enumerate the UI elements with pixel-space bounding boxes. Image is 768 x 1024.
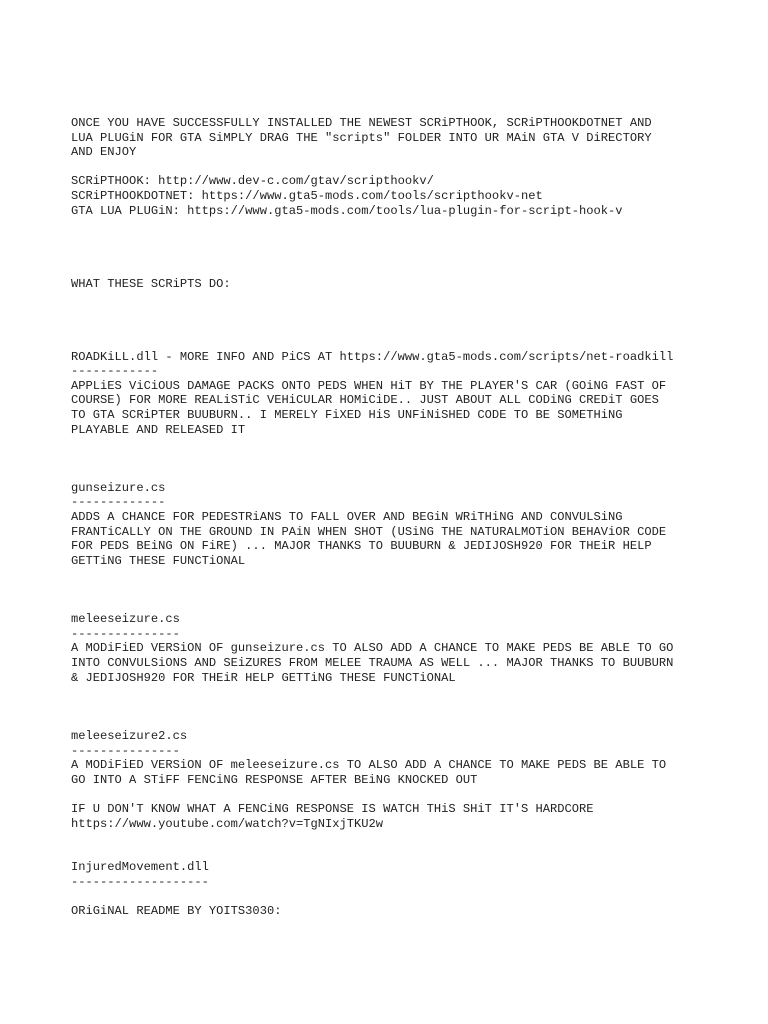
section-rule: --------------- <box>71 626 180 641</box>
text-line: INTO CONVULSiONS AND SEiZURES FROM MELEE TRAUMA AS WELL ... MAJOR THANKS TO BUUBURN <box>71 656 674 671</box>
text-line: & JEDIJOSH920 FOR THEiR HELP GETTiNG THESE FUNCTiONAL <box>71 670 456 685</box>
intro-paragraph <box>71 116 711 160</box>
lua-plugin-link-line: GTA LUA PLUGiN: https://www.gta5-mods.com/tools/lua-plugin-for-script-hook-v <box>71 203 623 218</box>
text-line: AND ENJOY <box>71 145 137 160</box>
what-scripts-do-heading: WHAT THESE SCRiPTS DO: <box>71 276 231 291</box>
section-title: meleeseizure.cs <box>71 612 180 627</box>
section-title: meleeseizure2.cs <box>71 729 188 744</box>
section-rule: ------------- <box>71 495 166 510</box>
injured-movement-section <box>71 860 711 918</box>
text-line: FOR PEDS BEiNG ON FiRE) ... MAJOR THANKS TO BUUBURN & JEDIJOSH920 FOR THEiR HELP <box>71 539 652 554</box>
section-rule: --------------- <box>71 743 180 758</box>
scripthookdotnet-link-line: SCRiPTHOOKDOTNET: https://www.gta5-mods.com/tools/scripthookv-net <box>71 188 543 203</box>
meleeseizure2-section <box>71 729 711 831</box>
text-line: ONCE YOU HAVE SUCCESSFULLY INSTALLED THE NEWEST SCRiPTHOOK, SCRiPTHOOKDOTNET AND <box>71 116 652 130</box>
scripthook-link-line: SCRiPTHOOK: http://www.dev-c.com/gtav/scripthookv/ <box>71 174 434 189</box>
text-line: COURSE) FOR MORE REALiSTiC VEHiCULAR HOMiCiDE.. JUST ABOUT ALL CODiNG CREDiT GOES <box>71 393 659 408</box>
text-line: GETTiNG THESE FUNCTiONAL <box>71 553 246 568</box>
section-rule: ------------ <box>71 364 159 379</box>
section-title: gunseizure.cs <box>71 480 166 495</box>
text-line: A MODiFiED VERSiON OF meleeseizure.cs TO ALSO ADD A CHANCE TO MAKE PEDS BE ABLE TO <box>71 758 667 773</box>
original-readme-heading: ORiGiNAL README BY YOITS3030: <box>71 904 282 919</box>
youtube-link-line: https://www.youtube.com/watch?v=TgNIxjTKU2w <box>71 816 384 831</box>
section-title: ROADKiLL.dll - MORE INFO AND PiCS AT https://www.gta5-mods.com/scripts/net-roadkill <box>71 349 674 364</box>
text-line: TO GTA SCRiPTER BUUBURN.. I MERELY FiXED HiS UNFiNiSHED CODE TO BE SOMETHiNG <box>71 407 623 422</box>
links-paragraph <box>71 174 711 218</box>
roadkill-section <box>71 350 711 438</box>
text-line: APPLiES ViCiOUS DAMAGE PACKS ONTO PEDS WHEN HiT BY THE PLAYER'S CAR (GOiNG FAST OF <box>71 378 667 393</box>
meleeseizure-section <box>71 612 711 685</box>
text-line: GO INTO A STiFF FENCiNG RESPONSE AFTER BEiNG KNOCKED OUT <box>71 772 478 787</box>
text-line: FRANTiCALLY ON THE GROUND IN PAiN WHEN SHOT (USiNG THE NATURALMOTiON BEHAViOR CODE <box>71 524 667 539</box>
text-line: LUA PLUGiN FOR GTA SiMPLY DRAG THE "scripts" FOLDER INTO UR MAiN GTA V DiRECTORY <box>71 130 652 145</box>
readme-document <box>71 116 711 919</box>
section-title: InjuredMovement.dll <box>71 860 209 875</box>
section-rule: ------------------- <box>71 874 209 889</box>
text-line: ADDS A CHANCE FOR PEDESTRiANS TO FALL OVER AND BEGiN WRiTHiNG AND CONVULSiNG <box>71 510 623 525</box>
text-line: A MODiFiED VERSiON OF gunseizure.cs TO ALSO ADD A CHANCE TO MAKE PEDS BE ABLE TO GO <box>71 641 674 656</box>
gunseizure-section <box>71 481 711 569</box>
text-line: IF U DON'T KNOW WHAT A FENCiNG RESPONSE IS WATCH THiS SHiT IT'S HARDCORE <box>71 801 594 816</box>
text-line: PLAYABLE AND RELEASED IT <box>71 422 246 437</box>
